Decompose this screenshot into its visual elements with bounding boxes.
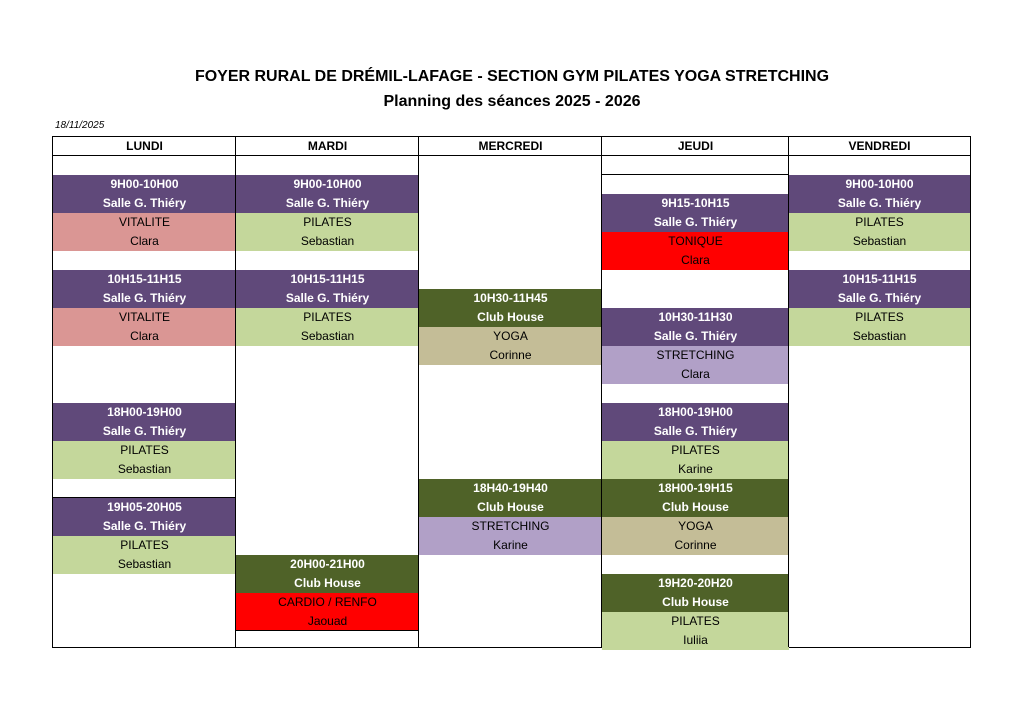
session-room: Salle G. Thiéry bbox=[789, 289, 970, 308]
session-room: Salle G. Thiéry bbox=[602, 422, 789, 441]
session-course: VITALITE bbox=[53, 213, 236, 232]
session-room: Salle G. Thiéry bbox=[602, 327, 789, 346]
session-time: 9H00-10H00 bbox=[53, 175, 236, 194]
row-divider bbox=[602, 174, 789, 175]
session-course: PILATES bbox=[53, 441, 236, 460]
header-lundi: LUNDI bbox=[53, 137, 236, 156]
column-divider bbox=[418, 137, 419, 647]
page-title: FOYER RURAL DE DRÉMIL-LAFAGE - SECTION GYM PILATES YOGA STRETCHING bbox=[194, 68, 830, 85]
session-time: 19H05-20H05 bbox=[53, 498, 236, 517]
column-divider bbox=[788, 137, 789, 647]
session-course: CARDIO / RENFO bbox=[236, 593, 419, 612]
column-divider bbox=[235, 137, 236, 647]
session-time: 9H15-10H15 bbox=[602, 194, 789, 213]
session-course: VITALITE bbox=[53, 308, 236, 327]
session-room: Salle G. Thiéry bbox=[53, 422, 236, 441]
session-room: Salle G. Thiéry bbox=[236, 194, 419, 213]
session-time: 18H40-19H40 bbox=[419, 479, 602, 498]
row-divider bbox=[53, 155, 970, 156]
session-coach: Sebastian bbox=[53, 460, 236, 479]
session-course: PILATES bbox=[789, 308, 970, 327]
header-jeudi: JEUDI bbox=[602, 137, 789, 156]
session-coach: Sebastian bbox=[789, 327, 970, 346]
session-coach: Jaouad bbox=[236, 612, 419, 631]
session-time: 10H15-11H15 bbox=[236, 270, 419, 289]
column-divider bbox=[601, 137, 602, 647]
session-coach: Clara bbox=[53, 232, 236, 251]
session-room: Club House bbox=[602, 498, 789, 517]
session-course: STRETCHING bbox=[419, 517, 602, 536]
session-coach: Sebastian bbox=[53, 555, 236, 574]
session-coach: Sebastian bbox=[789, 232, 970, 251]
row-divider bbox=[53, 497, 236, 498]
session-room: Salle G. Thiéry bbox=[602, 213, 789, 232]
header-mardi: MARDI bbox=[236, 137, 419, 156]
session-coach: Clara bbox=[53, 327, 236, 346]
session-coach: Corinne bbox=[602, 536, 789, 555]
session-coach: Corinne bbox=[419, 346, 602, 365]
session-coach: Karine bbox=[419, 536, 602, 555]
session-course: PILATES bbox=[53, 536, 236, 555]
session-coach: Clara bbox=[602, 251, 789, 270]
session-room: Salle G. Thiéry bbox=[53, 517, 236, 536]
session-time: 18H00-19H15 bbox=[602, 479, 789, 498]
session-course: PILATES bbox=[602, 441, 789, 460]
session-time: 20H00-21H00 bbox=[236, 555, 419, 574]
session-course: PILATES bbox=[602, 612, 789, 631]
session-time: 19H20-20H20 bbox=[602, 574, 789, 593]
session-course: STRETCHING bbox=[602, 346, 789, 365]
session-time: 9H00-10H00 bbox=[789, 175, 970, 194]
schedule-table bbox=[52, 136, 971, 648]
page-subtitle: Planning des séances 2025 - 2026 bbox=[383, 93, 641, 110]
session-course: PILATES bbox=[236, 308, 419, 327]
session-room: Club House bbox=[419, 498, 602, 517]
session-course: PILATES bbox=[789, 213, 970, 232]
session-coach: Iuliia bbox=[602, 631, 789, 650]
session-room: Club House bbox=[602, 593, 789, 612]
session-course: PILATES bbox=[236, 213, 419, 232]
session-room: Salle G. Thiéry bbox=[236, 289, 419, 308]
session-room: Salle G. Thiéry bbox=[789, 194, 970, 213]
header-vendredi: VENDREDI bbox=[789, 137, 970, 156]
session-time: 10H15-11H15 bbox=[789, 270, 970, 289]
session-coach: Karine bbox=[602, 460, 789, 479]
session-room: Club House bbox=[419, 308, 602, 327]
session-coach: Sebastian bbox=[236, 327, 419, 346]
session-time: 18H00-19H00 bbox=[602, 403, 789, 422]
session-coach: Sebastian bbox=[236, 232, 419, 251]
document-date: 18/11/2025 bbox=[55, 120, 105, 131]
session-time: 10H30-11H30 bbox=[602, 308, 789, 327]
session-course: YOGA bbox=[419, 327, 602, 346]
session-coach: Clara bbox=[602, 365, 789, 384]
session-course: YOGA bbox=[602, 517, 789, 536]
session-room: Club House bbox=[236, 574, 419, 593]
session-time: 10H30-11H45 bbox=[419, 289, 602, 308]
session-time: 10H15-11H15 bbox=[53, 270, 236, 289]
session-time: 9H00-10H00 bbox=[236, 175, 419, 194]
session-course: TONIQUE bbox=[602, 232, 789, 251]
session-time: 18H00-19H00 bbox=[53, 403, 236, 422]
session-room: Salle G. Thiéry bbox=[53, 289, 236, 308]
header-mercredi: MERCREDI bbox=[419, 137, 602, 156]
session-room: Salle G. Thiéry bbox=[53, 194, 236, 213]
